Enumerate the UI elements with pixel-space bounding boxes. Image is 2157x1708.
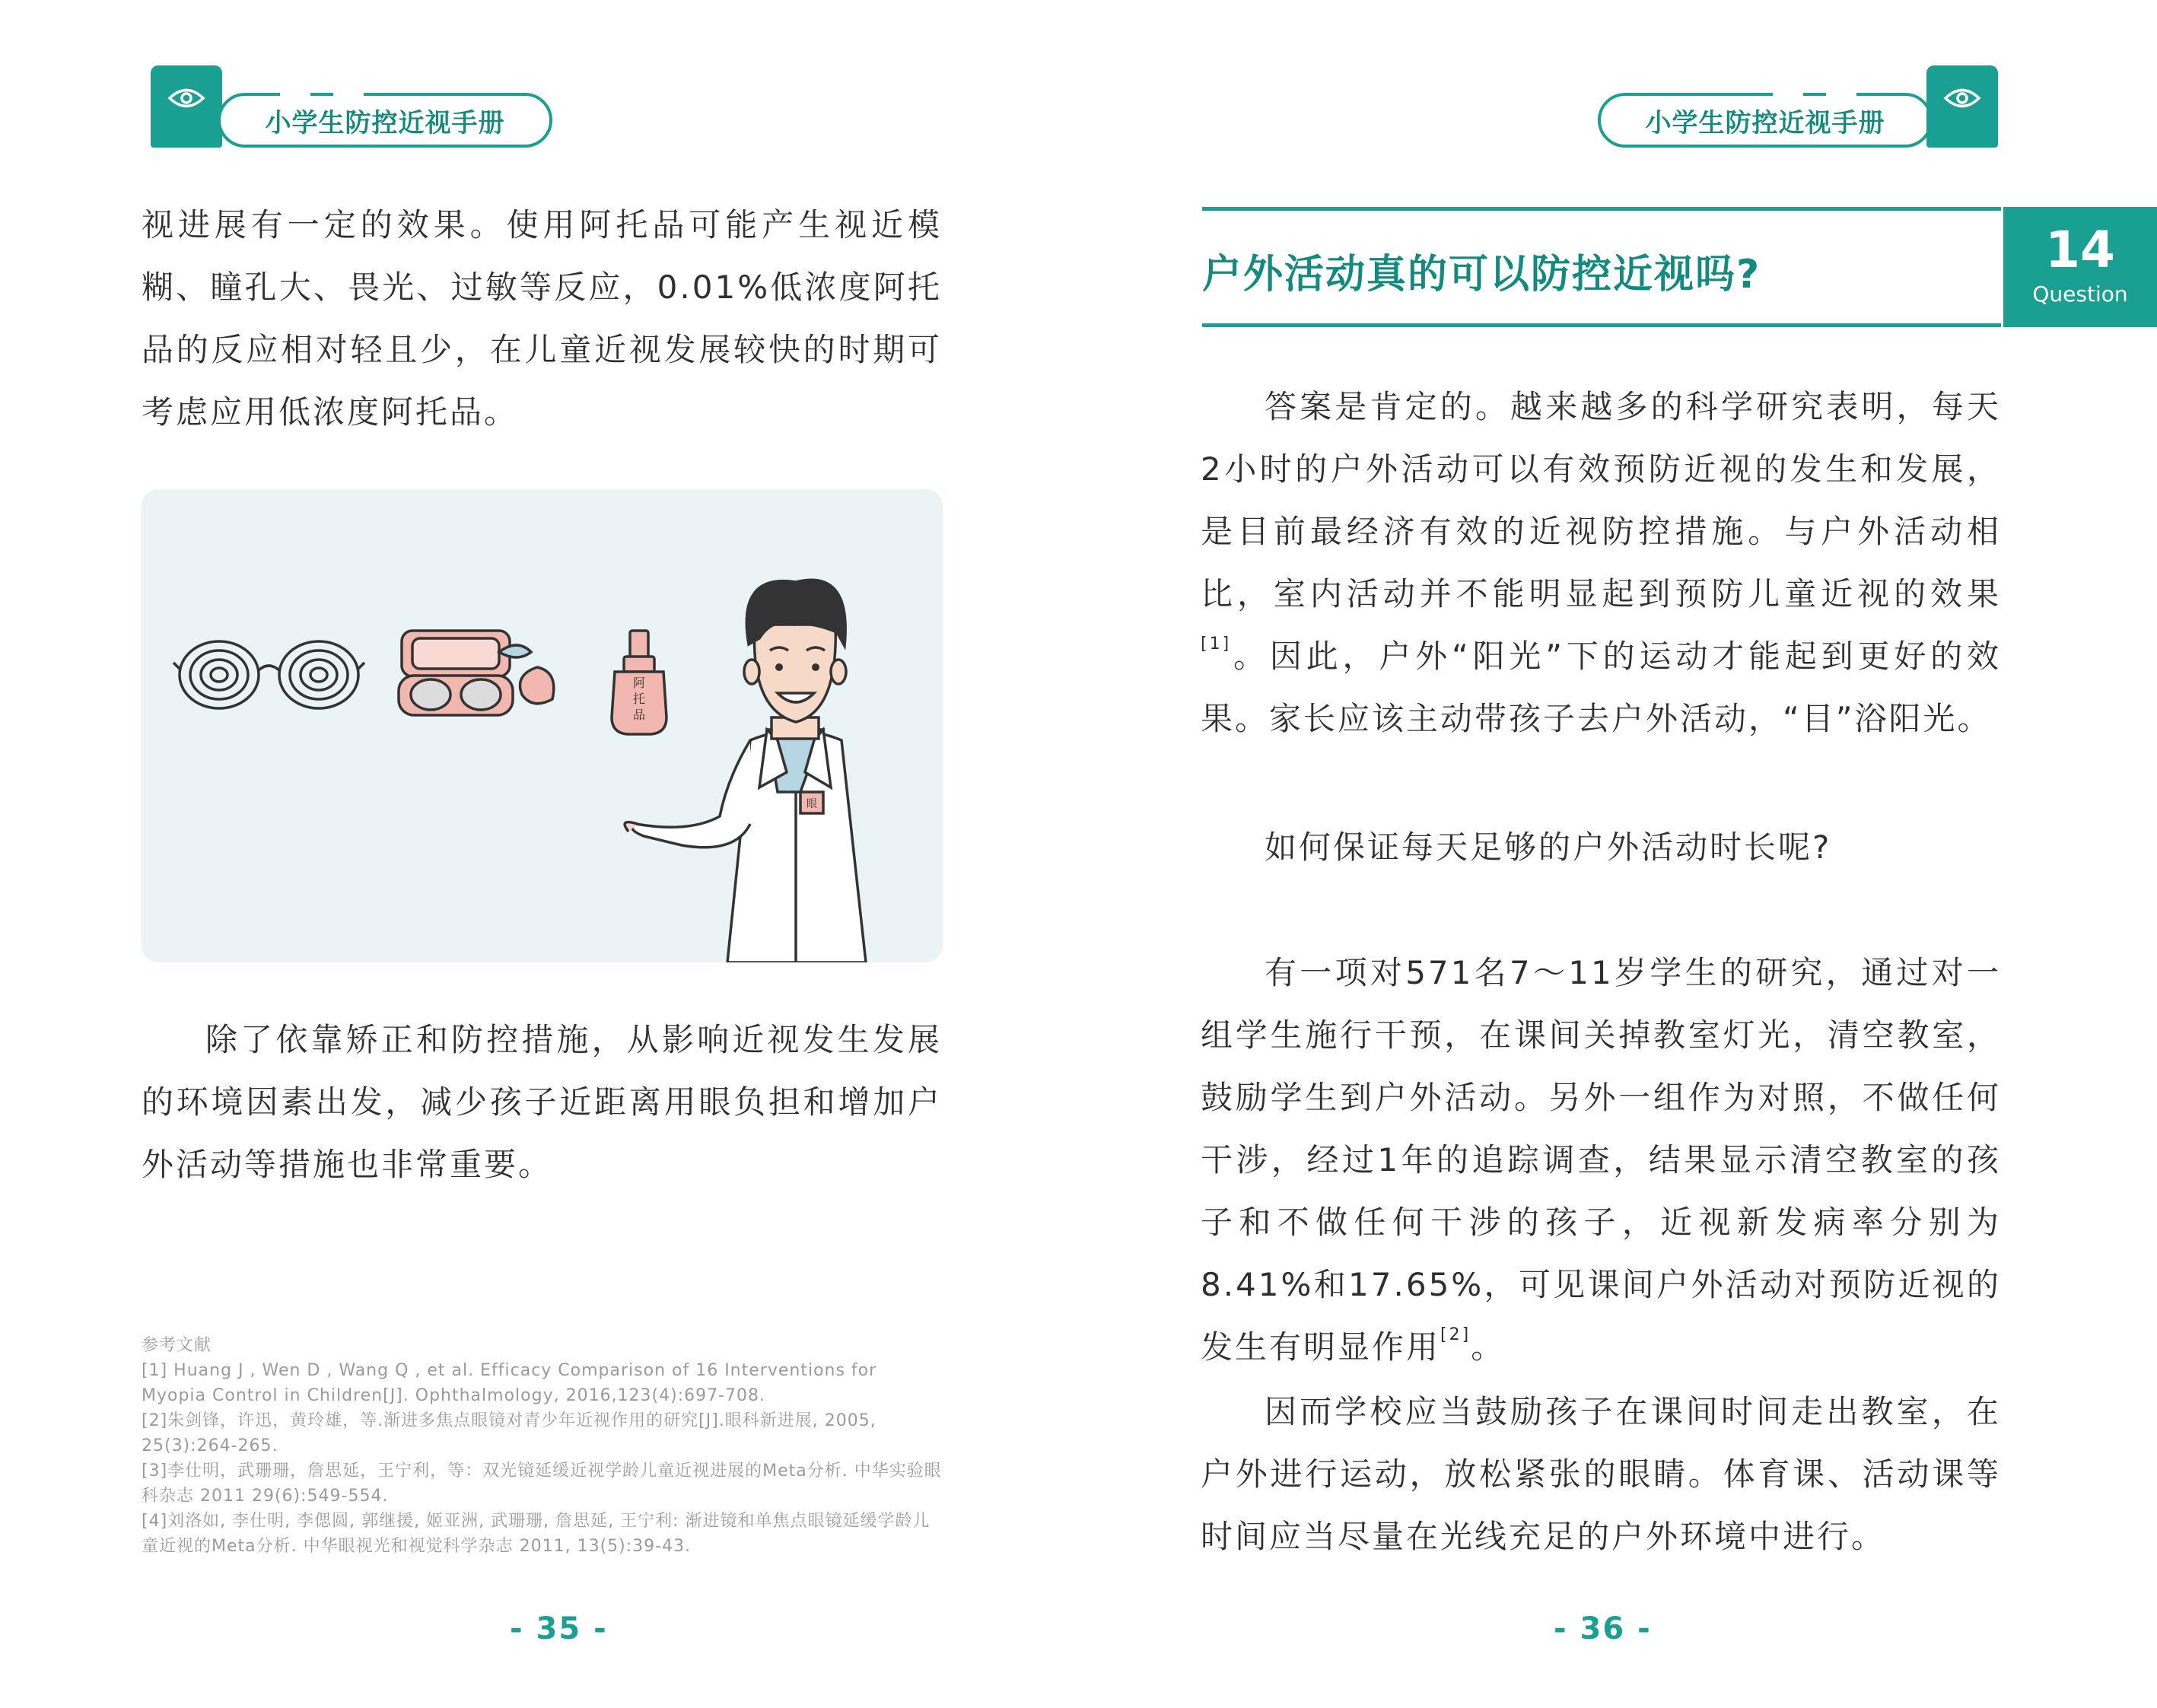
title-rule-top bbox=[1202, 207, 2001, 211]
right-paragraph-3-tail: 。 bbox=[1471, 1328, 1506, 1366]
question-label: Question bbox=[2032, 281, 2128, 307]
header-dash bbox=[1826, 93, 1856, 96]
header-icon-tab bbox=[1926, 65, 1998, 148]
header-title-pill bbox=[1598, 93, 1933, 148]
right-paragraph-3 bbox=[1201, 942, 2001, 1379]
citation-ref: [2] bbox=[1440, 1325, 1471, 1344]
left-page bbox=[0, 0, 1078, 1708]
header-icon-tab bbox=[151, 65, 222, 148]
bottle-label-char: 品 bbox=[632, 708, 646, 722]
header-badge bbox=[1598, 65, 2001, 151]
right-paragraph-2: 如何保证每天足够的户外活动时长呢? bbox=[1265, 829, 1832, 866]
illustration-panel bbox=[142, 489, 943, 962]
header-dash bbox=[280, 93, 310, 96]
right-paragraph-1 bbox=[1201, 376, 2001, 750]
reference-item: [3]李仕明，武珊珊，詹思延，王宁利，等：双光镜延缓近视学龄儿童近视进展的Meta分析. 中华实验眼科杂志 2011 29(6):549-554. bbox=[142, 1462, 942, 1506]
doctor-figure bbox=[625, 580, 866, 962]
page-number: - 36 - bbox=[1554, 1611, 1652, 1646]
header-title: 小学生防控近视手册 bbox=[265, 107, 505, 138]
header-dash bbox=[333, 93, 364, 96]
right-paragraph-1-text: 答案是肯定的。越来越多的科学研究表明，每天2小时的户外活动可以有效预防近视的发生和发展，是目前最经济有效的近视防控措施。与户外活动相比，室内活动并不能明显起到预防儿童近视的效果 bbox=[1201, 388, 2001, 612]
reference-item: [2]朱剑锋，许迅，黄玲雄，等.渐进多焦点眼镜对青少年近视作用的研究[J].眼科新进展, 2005, 25(3):264-265. bbox=[142, 1411, 876, 1455]
reference-item: [4]刘洛如, 李仕明, 李偲圆, 郭继援, 姬亚洲, 武珊珊, 詹思延, 王宁利: 渐进镜和单焦点眼镜延缓学龄儿童近视的Meta分析. 中华眼视光和视觉科学杂志 2011, 13(5):39-43. bbox=[142, 1512, 931, 1556]
left-paragraph-2: 除了依靠矫正和防控措施，从影响近视发生发展的环境因素出发，减少孩子近距离用眼负担和增加户外活动等措施也非常重要。 bbox=[142, 1021, 942, 1183]
question-tab bbox=[2003, 207, 2157, 327]
bottle-label-char: 托 bbox=[632, 692, 646, 706]
left-paragraph-1: 视进展有一定的效果。使用阿托品可能产生视近模糊、瞳孔大、畏光、过敏等反应，0.01%低浓度阿托品的反应相对轻且少，在儿童近视发展较快的时期可考虑应用低浓度阿托品。 bbox=[142, 206, 942, 431]
header-badge bbox=[151, 65, 554, 151]
glasses-icon bbox=[173, 641, 364, 708]
header-title: 小学生防控近视手册 bbox=[1645, 107, 1885, 138]
page-number: - 35 - bbox=[510, 1611, 608, 1646]
header-dash bbox=[1773, 93, 1803, 96]
header-title-pill bbox=[218, 93, 552, 148]
references bbox=[142, 1333, 942, 1559]
eye-icon bbox=[1943, 87, 1981, 110]
eye-icon bbox=[167, 87, 205, 110]
right-paragraph-1-tail: 。因此，户外“阳光”下的运动才能起到更好的效果。家长应该主动带孩子去户外活动，“目”浴阳光。 bbox=[1201, 638, 2001, 737]
bottle-label-char: 阿 bbox=[632, 676, 646, 690]
citation-ref: [1] bbox=[1201, 635, 1232, 654]
question-number: 14 bbox=[2045, 221, 2115, 279]
reference-item: [1] Huang J , Wen D , Wang Q , et al. Efficacy Comparison of 16 Interventions for Myopia Control in Children[J]. Ophthalmology, 2016,123(4):697-708. bbox=[142, 1361, 877, 1405]
title-rule-bottom bbox=[1202, 323, 2001, 327]
contact-lens-case-icon bbox=[399, 631, 554, 715]
doctor-badge-text: 眼 bbox=[806, 798, 817, 810]
right-paragraph-4: 因而学校应当鼓励孩子在课间时间走出教室，在户外进行运动，放松紧张的眼睛。体育课、活动课等时间应当尽量在光线充足的户外环境中进行。 bbox=[1201, 1393, 2001, 1555]
right-paragraph-3-text: 有一项对571名7～11岁学生的研究，通过对一组学生施行干预，在课间关掉教室灯光，清空教室，鼓励学生到户外活动。另外一组作为对照，不做任何干涉，经过1年的追踪调查，结果显示清空教室的孩子和不做任何干涉的孩子，近视新发病率分别为8.41%和17.65%，可见课间户外活动对预防近视的发生有明显作用 bbox=[1201, 954, 2001, 1366]
references-heading: 参考文献 bbox=[142, 1336, 212, 1355]
section-title: 户外活动真的可以防控近视吗? bbox=[1202, 252, 1761, 297]
illustration-art bbox=[142, 489, 943, 962]
